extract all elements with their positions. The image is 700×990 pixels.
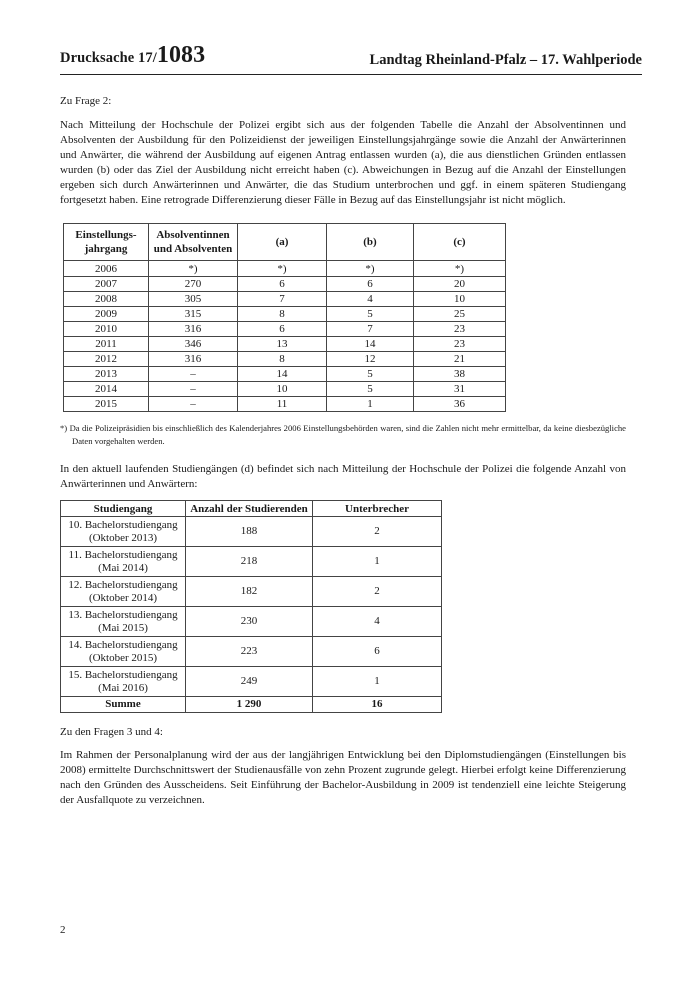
table-cell: 2008 — [64, 292, 149, 307]
table2-header-cell: Unterbrecher — [313, 501, 442, 517]
table-cell: 20 — [414, 277, 506, 292]
table-cell: 5 — [327, 382, 414, 397]
table-cell: *) — [238, 261, 327, 277]
table-cell: 6 — [313, 637, 442, 667]
table-cell: 182 — [186, 577, 313, 607]
table-cell: 23 — [414, 337, 506, 352]
table-cell: 11 — [238, 397, 327, 412]
table-cell: 6 — [327, 277, 414, 292]
table-cell: 270 — [149, 277, 238, 292]
doc-label: Drucksache 17/ — [60, 50, 157, 66]
table1-header-cell: Absolventinnen und Absolventen — [149, 224, 238, 261]
table-cell: 5 — [327, 307, 414, 322]
table-cell: 223 — [186, 637, 313, 667]
table-cell: – — [149, 382, 238, 397]
table-cell: 13. Bachelorstudiengang (Mai 2015) — [61, 607, 186, 637]
table-cell: 10. Bachelorstudiengang (Oktober 2013) — [61, 517, 186, 547]
table-cell: 2006 — [64, 261, 149, 277]
table-cell: 315 — [149, 307, 238, 322]
table-cell: 2011 — [64, 337, 149, 352]
table2-header-cell: Anzahl der Studierenden — [186, 501, 313, 517]
table-cell: *) — [327, 261, 414, 277]
table-cell: 8 — [238, 307, 327, 322]
table-cell: 7 — [238, 292, 327, 307]
table-cell: 14. Bachelorstudiengang (Oktober 2015) — [61, 637, 186, 667]
table-row — [64, 397, 506, 412]
table-row — [61, 607, 442, 637]
table2-header-cell: Studiengang — [61, 501, 186, 517]
table-cell: 25 — [414, 307, 506, 322]
table1-header-cell: Einstellungs- jahrgang — [64, 224, 149, 261]
table-cell: 2007 — [64, 277, 149, 292]
table-cell: 5 — [327, 367, 414, 382]
table-cell: 10 — [414, 292, 506, 307]
table-cell: 305 — [149, 292, 238, 307]
table-cell: 36 — [414, 397, 506, 412]
study-programs-table-body — [61, 517, 442, 713]
table-row — [64, 261, 506, 277]
table-cell: 316 — [149, 322, 238, 337]
table-row — [61, 667, 442, 697]
table1-header-cell: (b) — [327, 224, 414, 261]
table-cell: 218 — [186, 547, 313, 577]
table-cell: 6 — [238, 322, 327, 337]
table-row — [61, 637, 442, 667]
page-content — [60, 94, 626, 808]
table-cell: 23 — [414, 322, 506, 337]
table-cell: 12 — [327, 352, 414, 367]
page-number: 2 — [60, 924, 66, 936]
table-row — [64, 337, 506, 352]
table-cell: Summe — [61, 697, 186, 713]
table1-footnote: *) Da die Polizeipräsidien bis einschließlich des Kalenderjahres 2006 Einstellungsbehörden waren, sind die Zahlen nicht mehr ermittelbar, da keine diesbezügliche Daten vorgehalten werden. — [60, 423, 626, 446]
table-row — [61, 547, 442, 577]
graduates-table-body — [64, 261, 506, 412]
table-row — [64, 307, 506, 322]
questions-3-4-paragraph: Im Rahmen der Personalplanung wird der aus der langjährigen Entwicklung bei den Diplomstudiengängen (Einstellungen bis 2008) ermittelte Durchschnittswert der Studienausfälle von zehn Prozent zugrunde gelegt. Hierbei erfolgt keine Differenzierung nach den Gründen des Ausscheidens. Seit Einführung der Bachelor-Ausbildung in 2009 ist tendenziell eine leichte Steigerung der Ausfallquote zu verzeichnen. — [60, 749, 626, 806]
table-cell: 6 — [238, 277, 327, 292]
table-cell: 12. Bachelorstudiengang (Oktober 2014) — [61, 577, 186, 607]
table-cell: 21 — [414, 352, 506, 367]
parliament-title: Landtag Rheinland-Pfalz – 17. Wahlperiode — [369, 52, 642, 68]
table-cell: 2 — [313, 577, 442, 607]
table-cell: 249 — [186, 667, 313, 697]
table-row — [64, 382, 506, 397]
table-cell: 2014 — [64, 382, 149, 397]
table-row — [64, 352, 506, 367]
table-cell: *) — [414, 261, 506, 277]
table-row — [64, 277, 506, 292]
question-2-paragraph: Nach Mitteilung der Hochschule der Polizei ergibt sich aus der folgenden Tabelle die Anzahl der Absolventinnen und Absolventen der Ausbildung für den Polizeidienst der jeweiligen Einstellungsjahrgänge sowie die Anzahl der Anwärterinnen und Anwärter, die während der Ausbildung auf eigenen Antrag entlassen wurden (a), die aus dienstlichen Gründen entlassen wurden (b) oder das Ziel der Ausbildung nicht erreicht haben (c). Abweichungen in Bezug auf die Anzahl der Einstellungen ergeben sich durch Anwärterinnen und Anwärter, die das Studium unterbrochen und ggf. in einem späteren Studiengang fortgesetzt haben. Eine retrograde Differenzierung dieser Fälle in Bezug auf das Einstellungsjahr ist nicht möglich. — [60, 119, 626, 206]
table-cell: 38 — [414, 367, 506, 382]
table-cell: 15. Bachelorstudiengang (Mai 2016) — [61, 667, 186, 697]
graduates-table — [63, 223, 506, 412]
document-id — [60, 42, 205, 69]
sum-row — [61, 697, 442, 713]
table-cell: 2015 — [64, 397, 149, 412]
table-row — [61, 517, 442, 547]
table-cell: 31 — [414, 382, 506, 397]
table-cell: 316 — [149, 352, 238, 367]
doc-number: 1083 — [156, 42, 206, 68]
table-cell: 2009 — [64, 307, 149, 322]
table-row — [64, 292, 506, 307]
table-cell: – — [149, 397, 238, 412]
table-cell: 13 — [238, 337, 327, 352]
table-cell: 10 — [238, 382, 327, 397]
table-row — [64, 367, 506, 382]
table-cell: 188 — [186, 517, 313, 547]
table-cell: 2 — [313, 517, 442, 547]
table-cell: 1 — [313, 547, 442, 577]
table-row — [64, 322, 506, 337]
table1-header-cell: (a) — [238, 224, 327, 261]
table-cell: 2013 — [64, 367, 149, 382]
table-cell: 2010 — [64, 322, 149, 337]
table-cell: *) — [149, 261, 238, 277]
study-programs-table — [60, 500, 442, 713]
table-row — [61, 577, 442, 607]
table-cell: 4 — [327, 292, 414, 307]
table-cell: 7 — [327, 322, 414, 337]
table-cell: 11. Bachelorstudiengang (Mai 2014) — [61, 547, 186, 577]
table-cell: 230 — [186, 607, 313, 637]
table-cell: 16 — [313, 697, 442, 713]
questions-3-4-label: Zu den Fragen 3 und 4: — [60, 726, 163, 738]
table-cell: 346 — [149, 337, 238, 352]
table-cell: – — [149, 367, 238, 382]
current-programs-paragraph: In den aktuell laufenden Studiengängen (d) befindet sich nach Mitteilung der Hochschule der Polizei die folgende Anzahl von Anwärterinnen und Anwärtern: — [60, 463, 626, 490]
table-cell: 2012 — [64, 352, 149, 367]
table-cell: 1 — [327, 397, 414, 412]
table-cell: 14 — [238, 367, 327, 382]
table-cell: 4 — [313, 607, 442, 637]
table-cell: 14 — [327, 337, 414, 352]
table-cell: 1 — [313, 667, 442, 697]
table-cell: 8 — [238, 352, 327, 367]
page-header — [60, 42, 642, 75]
question-2-label: Zu Frage 2: — [60, 95, 112, 107]
table-cell: 1 290 — [186, 697, 313, 713]
table1-header-cell: (c) — [414, 224, 506, 261]
